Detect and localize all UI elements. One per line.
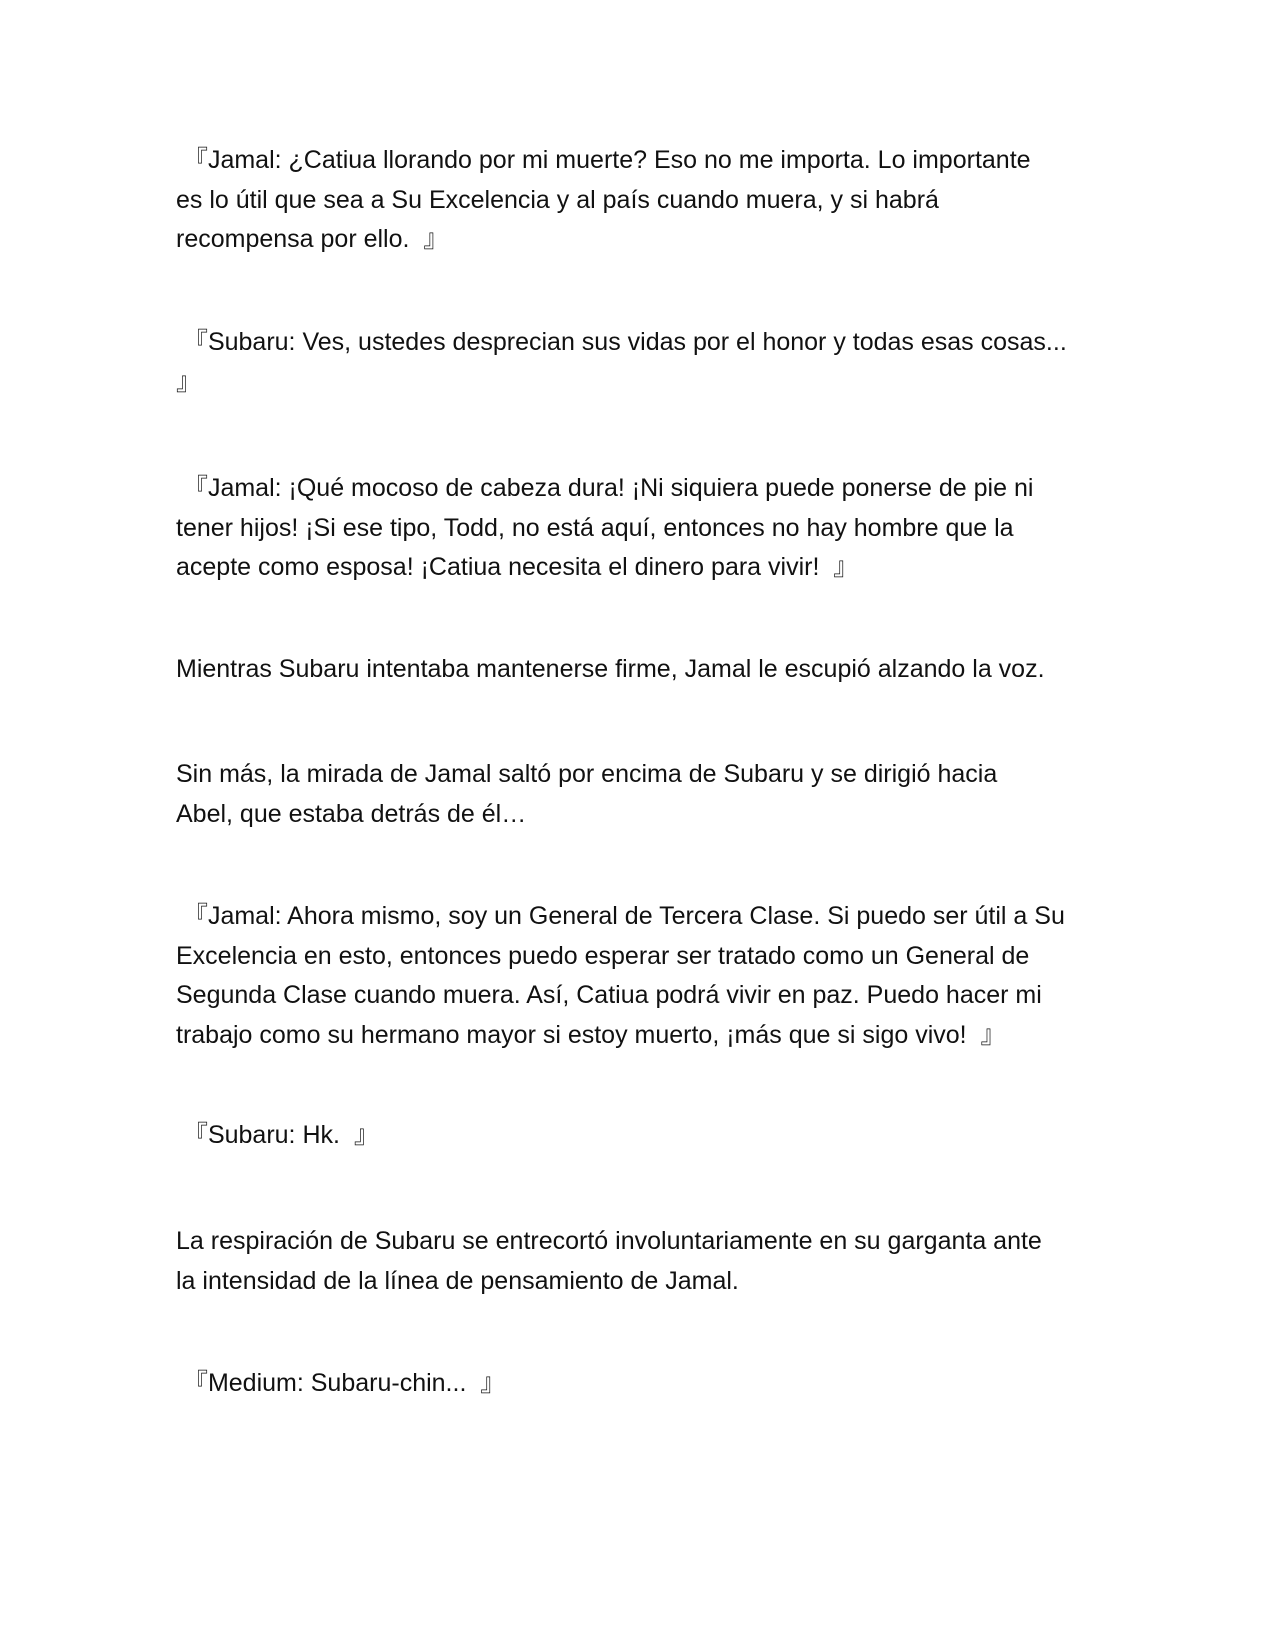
text-line: 『Subaru: Ves, ustedes desprecian sus vidas por el honor y todas esas cosas... xyxy=(176,328,1067,356)
text-line: Segunda Clase cuando muera. Así, Catiua podrá vivir en paz. Puedo hacer mi xyxy=(176,981,1042,1009)
text-line: Mientras Subaru intentaba mantenerse firme, Jamal le escupió alzando la voz. xyxy=(176,655,1045,683)
dialogue-subaru-1 xyxy=(176,323,1106,402)
dialogue-jamal-2 xyxy=(176,469,1106,588)
narration-2 xyxy=(176,755,1106,834)
dialogue-medium-1 xyxy=(176,1364,1106,1404)
text-line: 』 xyxy=(176,367,202,396)
text-line: 『Subaru: Hk. 』 xyxy=(176,1121,379,1149)
text-line: acepte como esposa! ¡Catiua necesita el dinero para vivir! 』 xyxy=(176,553,859,581)
text-line: 『Jamal: ¡Qué mocoso de cabeza dura! ¡Ni siquiera puede ponerse de pie ni xyxy=(176,474,1034,502)
text-line: la intensidad de la línea de pensamiento de Jamal. xyxy=(176,1266,739,1295)
narration-3 xyxy=(176,1222,1106,1301)
dialogue-jamal-1 xyxy=(176,141,1106,260)
text-line: 『Medium: Subaru-chin... 』 xyxy=(176,1369,506,1397)
text-line: trabajo como su hermano mayor si estoy muerto, ¡más que si sigo vivo! 』 xyxy=(176,1020,1006,1049)
text-line: es lo útil que sea a Su Excelencia y al país cuando muera, y si habrá xyxy=(176,185,939,214)
text-line: recompensa por ello. 』 xyxy=(176,225,449,253)
text-line: tener hijos! ¡Si ese tipo, Todd, no está aquí, entonces no hay hombre que la xyxy=(176,513,1014,542)
dialogue-jamal-3 xyxy=(176,897,1106,1055)
narration-1 xyxy=(176,650,1106,690)
text-line: 『Jamal: ¿Catiua llorando por mi muerte? Eso no me importa. Lo importante xyxy=(176,146,1031,174)
dialogue-subaru-2 xyxy=(176,1116,1106,1156)
text-line: Excelencia en esto, entonces puedo esperar ser tratado como un General de xyxy=(176,941,1030,970)
text-line: Abel, que estaba detrás de él… xyxy=(176,799,527,828)
text-line: La respiración de Subaru se entrecortó involuntariamente en su garganta ante xyxy=(176,1227,1042,1255)
text-line: 『Jamal: Ahora mismo, soy un General de Tercera Clase. Si puedo ser útil a Su xyxy=(176,902,1065,930)
text-line: Sin más, la mirada de Jamal saltó por encima de Subaru y se dirigió hacia xyxy=(176,760,998,788)
